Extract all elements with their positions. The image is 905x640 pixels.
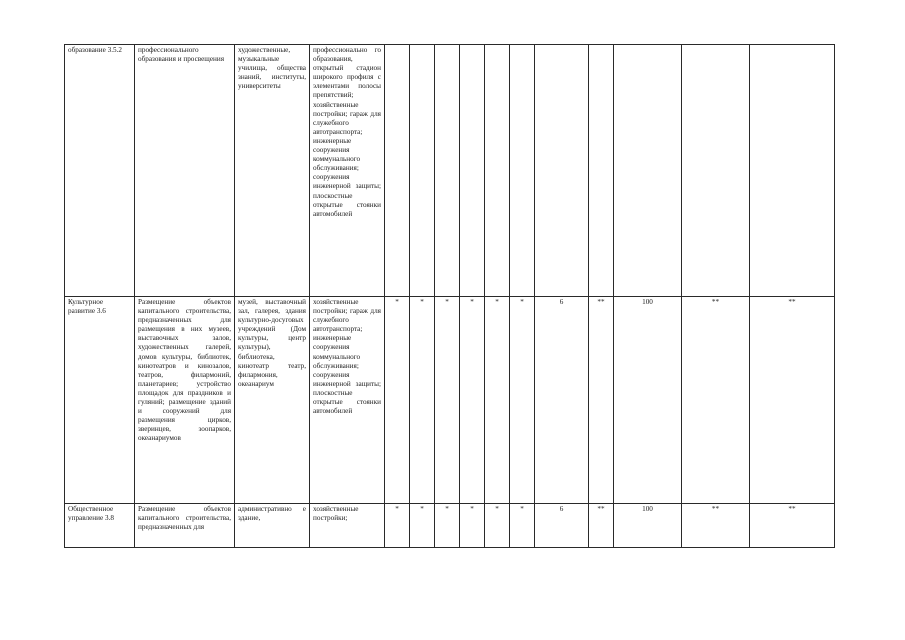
use-description-cell: Размещение объектов капитального строительства, предназначенных для	[135, 504, 235, 548]
param-cell-9	[614, 45, 682, 297]
param-cell-4: *	[460, 504, 485, 548]
param-cell-2	[410, 45, 435, 297]
param-cell-10	[682, 45, 750, 297]
param-cell-1: *	[385, 504, 410, 548]
table-row	[65, 297, 835, 504]
param-cell-7	[535, 45, 589, 297]
param-cell-11	[750, 45, 835, 297]
param-cell-10: **	[682, 504, 750, 548]
param-cell-6	[510, 45, 535, 297]
use-type-name-cell: Культурное развитие 3.6	[65, 297, 135, 504]
param-cell-9: 100	[614, 504, 682, 548]
zoning-regulations-table	[64, 44, 835, 548]
use-type-name-cell: образование 3.5.2	[65, 45, 135, 297]
use-description-cell: профессионального образования и просвещения	[135, 45, 235, 297]
param-cell-8	[589, 45, 614, 297]
param-cell-4	[460, 45, 485, 297]
table-row	[65, 45, 835, 297]
param-cell-1	[385, 45, 410, 297]
objects-cell: художественные, музыкальные училища, общества знаний, институты, университеты	[235, 45, 310, 297]
param-cell-1: *	[385, 297, 410, 504]
param-cell-3: *	[435, 297, 460, 504]
param-cell-5	[485, 45, 510, 297]
param-cell-10: **	[682, 297, 750, 504]
table-row	[65, 504, 835, 548]
use-type-name-cell: Общественное управление 3.8	[65, 504, 135, 548]
param-cell-6: *	[510, 297, 535, 504]
param-cell-11: **	[750, 297, 835, 504]
param-cell-9: 100	[614, 297, 682, 504]
objects-cell: музей, выставочный зал, галерея, здания культурно-досуговых учреждений (Дом культуры, центр культуры), библиотека, кинотеатр театр, филармония, океанариум	[235, 297, 310, 504]
param-cell-5: *	[485, 504, 510, 548]
param-cell-3: *	[435, 504, 460, 548]
param-cell-5: *	[485, 297, 510, 504]
param-cell-6: *	[510, 504, 535, 548]
auxiliary-uses-cell: хозяйственные постройки;	[310, 504, 385, 548]
param-cell-8: **	[589, 504, 614, 548]
param-cell-11: **	[750, 504, 835, 548]
auxiliary-uses-cell: хозяйственные постройки; гараж для служебного автотранспорта; инженерные сооружения коммунального обслуживания; сооружения инженерной защиты; плоскостные открытые стоянки автомобилей	[310, 297, 385, 504]
param-cell-2: *	[410, 297, 435, 504]
param-cell-7: 6	[535, 504, 589, 548]
param-cell-4: *	[460, 297, 485, 504]
auxiliary-uses-cell: профессионально го образования, открытый стадион широкого профиля с элементами полосы препятствий; хозяйственные постройки; гараж для служебного автотранспорта; инженерные сооружения коммунального обслуживания; сооружения инженерной защиты; плоскостные открытые стоянки автомобилей	[310, 45, 385, 297]
use-description-cell: Размещение объектов капитального строительства, предназначенных для размещения в них музеев, выставочных залов, художественных галерей, домов культуры, библиотек, кинотеатров и кинозалов, театров, филармоний, планетариев; устройство площадок для праздников и гуляний; размещение зданий и сооружений для размещения цирков, зверинцев, зоопарков, океанариумов	[135, 297, 235, 504]
param-cell-3	[435, 45, 460, 297]
objects-cell: административно е здание,	[235, 504, 310, 548]
param-cell-2: *	[410, 504, 435, 548]
param-cell-8: **	[589, 297, 614, 504]
param-cell-7: 6	[535, 297, 589, 504]
